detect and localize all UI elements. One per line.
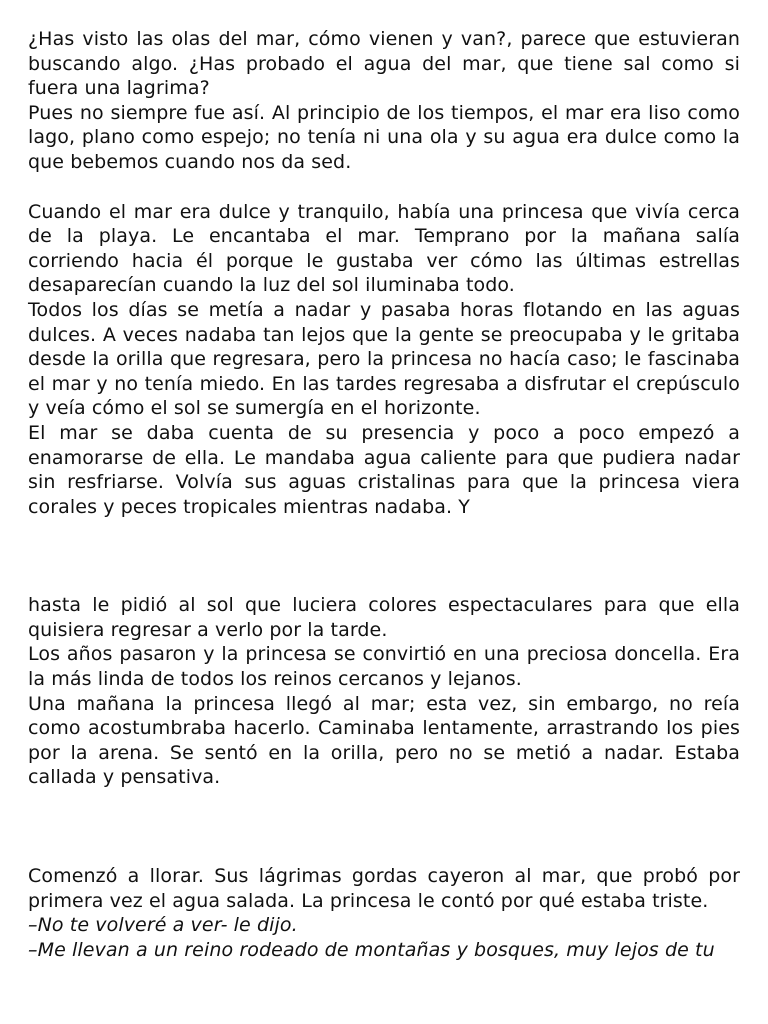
paragraph-sun-colors: hasta le pidió al sol que luciera colores espectaculares para que ella quisiera regresar a verlo por la tarde. bbox=[28, 594, 740, 641]
paragraph-tears: Comenzó a llorar. Sus lágrimas gordas cayeron al mar, que probó por primera vez el agua salada. La princesa le contó por qué estaba triste. bbox=[28, 865, 740, 912]
page-break-spacer bbox=[28, 519, 740, 593]
paragraph-daily-swim: Todos los días se metía a nadar y pasaba horas flotando en las aguas dulces. A veces nadaba tan lejos que la gente se preocupaba y le gritaba desde la orilla que regresara, pero la princesa no hacía caso; le fascinaba el mar y no tenía miedo. En las tardes regresaba a disfrutar el crepúsculo y veía cómo el sol se sumergía en el horizonte. bbox=[28, 298, 740, 420]
document-page bbox=[28, 27, 740, 962]
paragraph-sea-origin: Pues no siempre fue así. Al principio de los tiempos, el mar era liso como lago, plano como espejo; no tenía ni una ola y su agua era dulce como la que bebemos cuando nos da sed. bbox=[28, 101, 740, 173]
dialogue-line-kingdom: –Me llevan a un reino rodeado de montañas y bosques, muy lejos de tu bbox=[28, 938, 715, 961]
paragraph-princess-intro: Cuando el mar era dulce y tranquilo, había una princesa que vivía cerca de la playa. Le encantaba el mar. Temprano por la mañana salía corriendo hacia él porque le gustaba ver cómo las últimas estrellas desaparecían cuando la luz del sol iluminaba todo. bbox=[28, 200, 740, 297]
paragraph-intro-question: ¿Has visto las olas del mar, cómo vienen y van?, parece que estuvieran buscando algo. ¿Has probado el agua del mar, que tiene sal como si fuera una lagrima? bbox=[28, 28, 740, 100]
paragraph-years-pass: Los años pasaron y la princesa se convirtió en una preciosa doncella. Era la más linda de todos los reinos cercanos y lejanos. bbox=[28, 643, 740, 691]
paragraph-spacer bbox=[28, 175, 740, 200]
dialogue-line-goodbye: –No te volveré a ver- le dijo. bbox=[28, 914, 298, 937]
paragraph-sad-morning: Una mañana la princesa llegó al mar; esta vez, sin embargo, no reía como acostumbraba hacerlo. Caminaba lentamente, arrastrando los pies por la arena. Se sentó en la orilla, pero no se metió a nadar. Estaba callada y pensativa. bbox=[28, 692, 740, 789]
page-break-spacer bbox=[28, 790, 740, 864]
paragraph-sea-falls-in-love: El mar se daba cuenta de su presencia y poco a poco empezó a enamorarse de ella. Le mandaba agua caliente para que pudiera nadar sin resfriarse. Volvía sus aguas cristalinas para que la princesa viera corales y peces tropicales mientras nadaba. Y bbox=[28, 421, 740, 518]
